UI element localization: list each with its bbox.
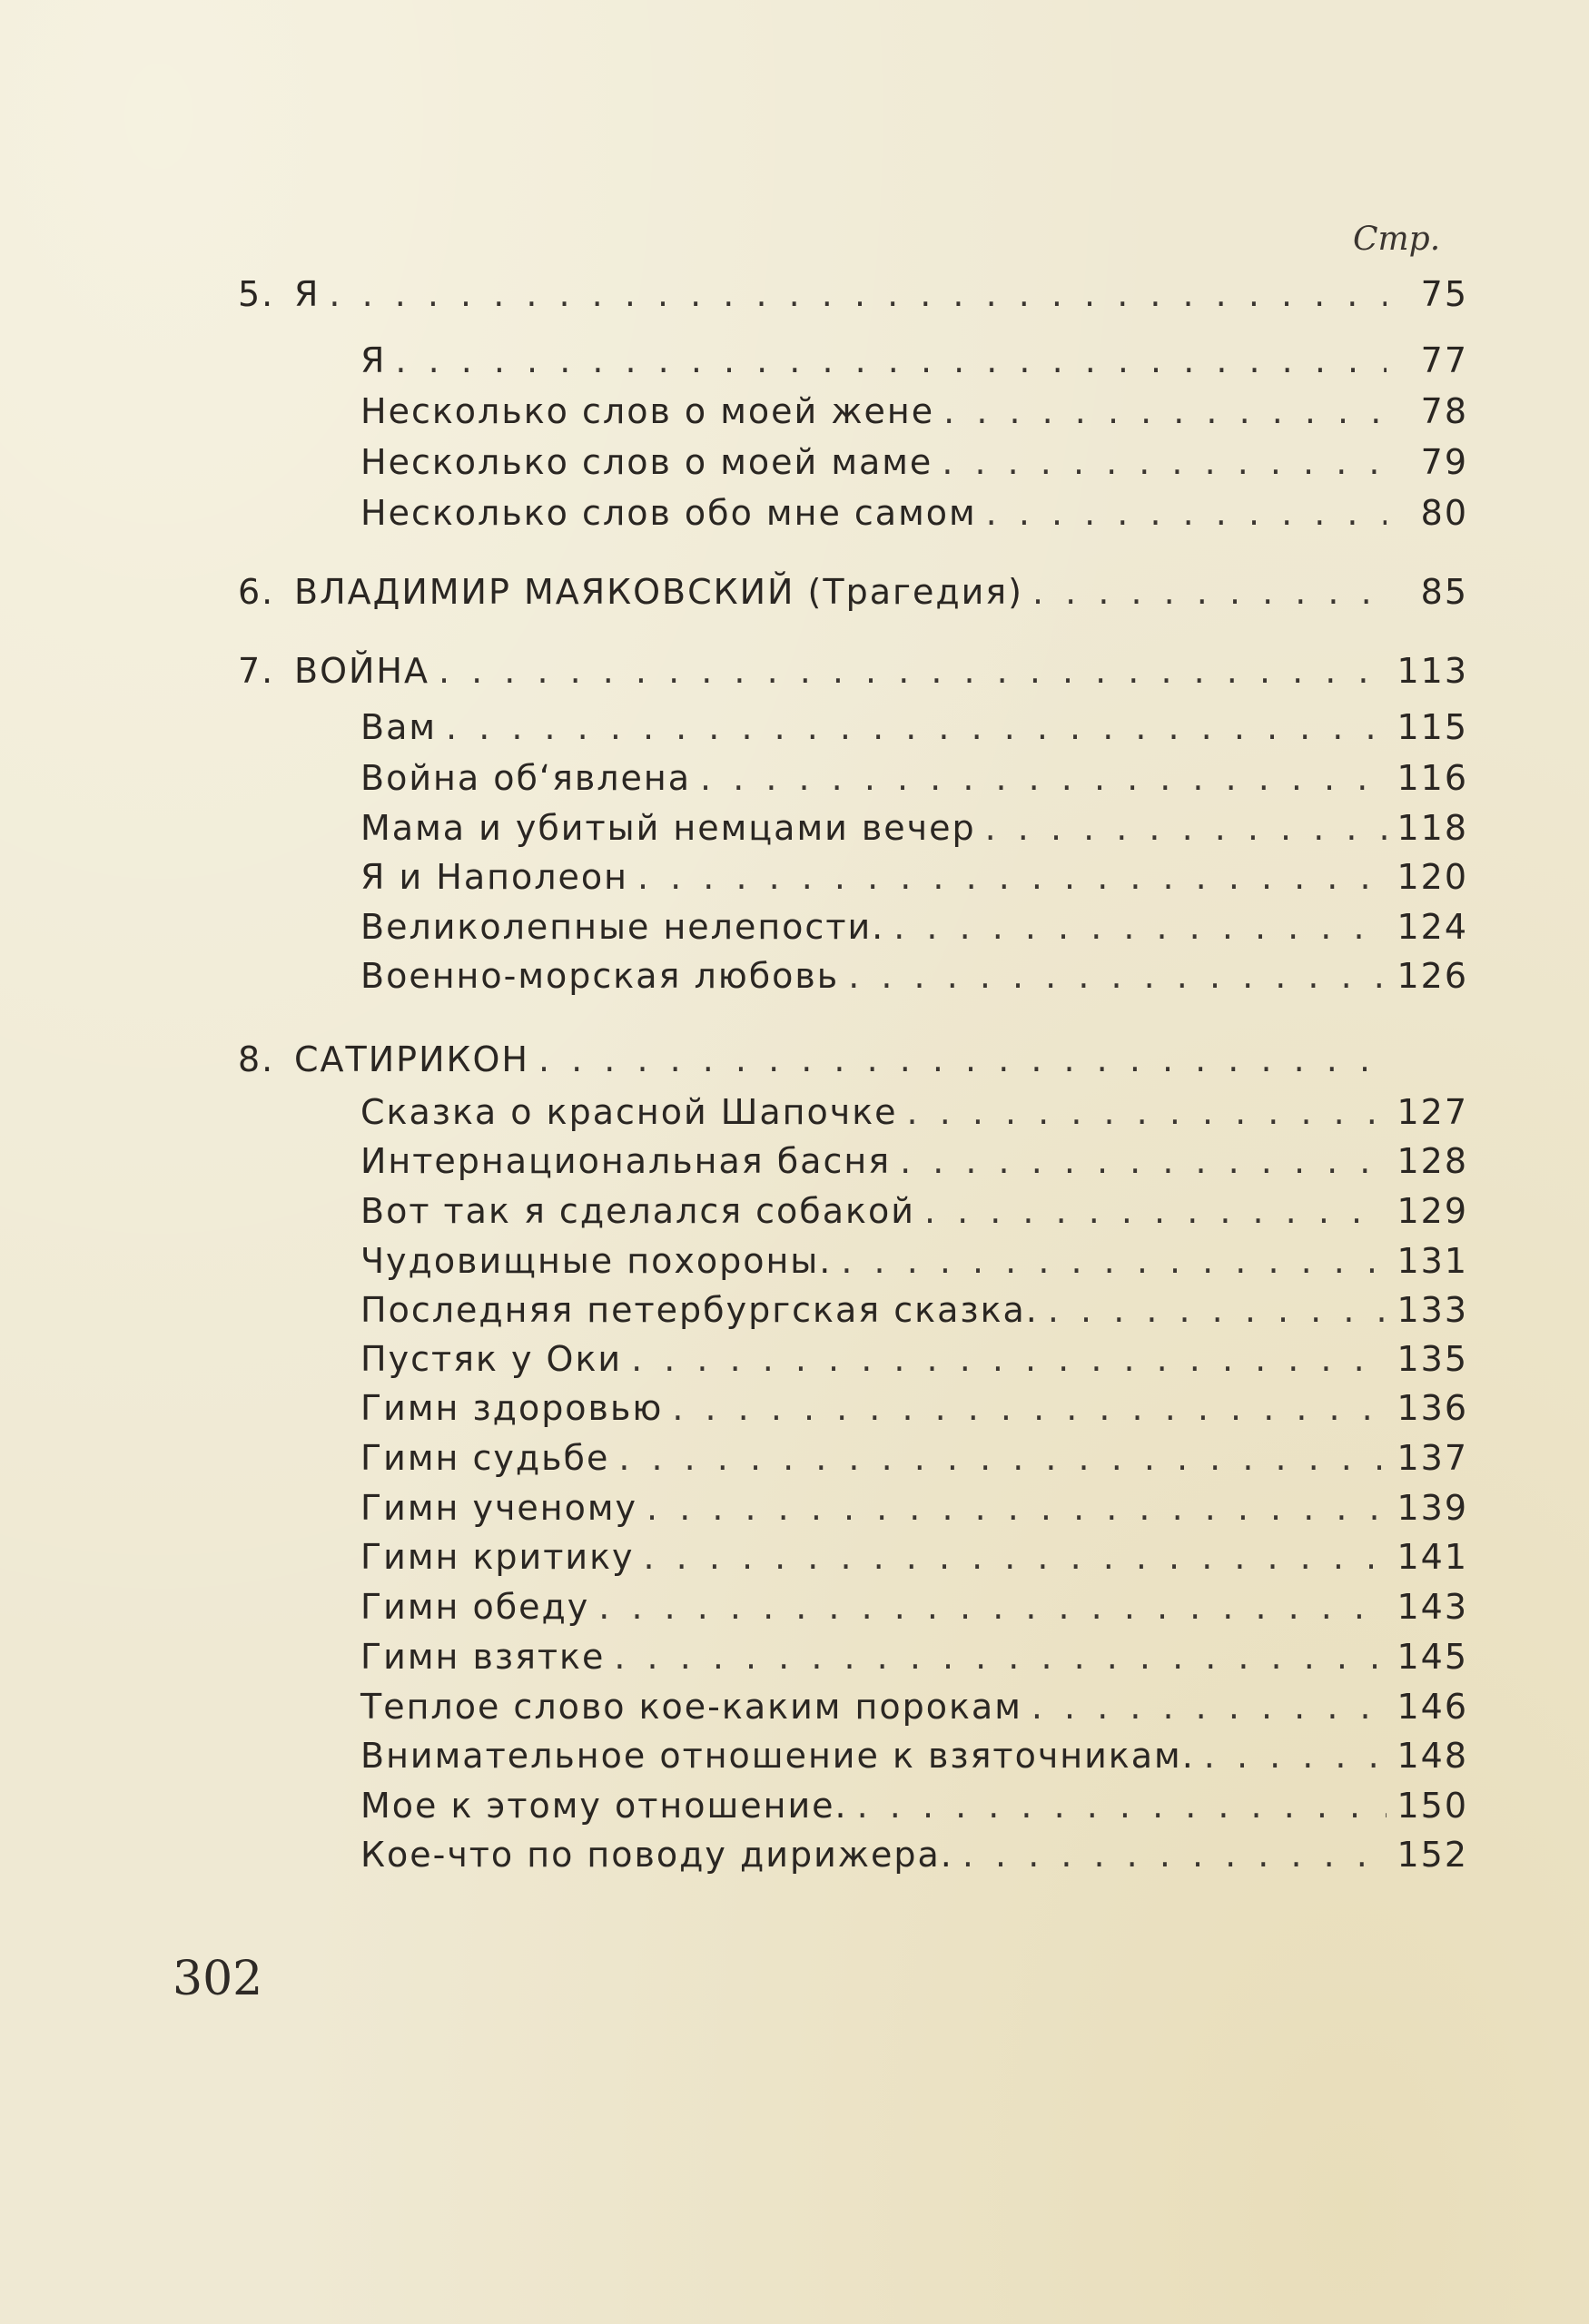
page-number: 85 [1420,572,1468,612]
item-title: Кое-что по поводу дирижера. [360,1835,953,1875]
item-title: Несколько слов о моей жене [360,391,935,431]
page-number: 75 [1420,274,1468,314]
page-number: 80 [1420,493,1468,533]
section-title: ВОЙНА [294,651,429,691]
page-number: 139 [1397,1488,1468,1528]
dot-leader [924,1191,1387,1231]
item-title: Чудовищные похороны. [360,1241,833,1281]
toc-section-7 [238,651,1468,702]
page-number: 137 [1397,1438,1468,1478]
section-number: 8. [238,1039,275,1079]
dot-leader [943,391,1387,431]
dot-leader [598,1587,1387,1627]
toc-item [360,1687,1468,1738]
item-title: Мое к этому отношение. [360,1786,848,1826]
dot-leader [900,1141,1387,1181]
dot-leader [637,857,1387,897]
toc-item [360,1092,1468,1143]
item-title: Я и Наполеон [360,857,628,897]
dot-leader [646,1488,1387,1528]
dot-leader [395,340,1387,380]
page-number: 115 [1397,707,1468,747]
page-number: 126 [1397,956,1468,996]
dot-leader [962,1835,1387,1875]
page-number: 150 [1397,1786,1468,1826]
item-title: Гимн ученому [360,1488,638,1528]
page-number: 113 [1397,651,1468,691]
dot-leader [446,707,1387,747]
dot-leader [1204,1736,1387,1776]
toc-item [360,1835,1468,1886]
toc-item [360,956,1468,1007]
dot-leader [538,1039,1387,1079]
dot-leader [985,808,1387,848]
item-title: Сказка о красной Шапочке [360,1092,898,1132]
toc-item [360,1241,1468,1292]
dot-leader [1032,572,1387,612]
item-title: Несколько слов о моей маме [360,442,933,482]
dot-leader [1031,1687,1387,1727]
dot-leader [631,1339,1387,1379]
item-title: Война об‘явлена [360,758,692,798]
toc-item [360,1438,1468,1489]
toc-item [360,758,1468,809]
item-title: Гимн судьбе [360,1438,610,1478]
toc-section-5 [238,274,1468,325]
toc-item [360,1637,1468,1688]
section-number: 5. [238,274,275,314]
page-number: 133 [1397,1290,1468,1330]
toc-item [360,1141,1468,1192]
dot-leader [700,758,1387,798]
item-title: Мама и убитый немцами вечер [360,808,976,848]
dot-leader [986,493,1387,533]
item-title: Гимн критику [360,1537,635,1577]
item-title: Несколько слов обо мне самом [360,493,977,533]
page-number: 127 [1397,1092,1468,1132]
item-title: Интернациональная басня [360,1141,892,1181]
item-title: Гимн обеду [360,1587,590,1627]
item-title: Гимн взятке [360,1637,606,1677]
section-title: САТИРИКОН [294,1039,529,1079]
toc-item [360,1290,1468,1341]
page-number: 77 [1420,340,1468,380]
toc-item [360,907,1468,958]
dot-leader [841,1241,1387,1281]
dot-leader [439,651,1387,691]
page-number: 146 [1397,1687,1468,1727]
item-title: Я [360,340,387,380]
item-title: Внимательное отношение к взяточникам. [360,1736,1195,1776]
page-number: 148 [1397,1736,1468,1776]
page-number: 78 [1420,391,1468,431]
page-column-label: Стр. [1353,221,1441,258]
dot-leader [893,907,1387,947]
dot-leader [1048,1290,1387,1330]
toc-item [360,1488,1468,1539]
toc-item [360,1587,1468,1638]
item-title: Вот так я сделался собакой [360,1191,915,1231]
item-title: Военно-морская любовь [360,956,840,996]
toc-item [360,493,1468,544]
section-number: 7. [238,651,275,691]
toc-item [360,1388,1468,1439]
toc-item [360,1339,1468,1390]
dot-leader [618,1438,1387,1478]
item-title: Гимн здоровью [360,1388,664,1428]
toc-item [360,442,1468,493]
toc-item [360,1736,1468,1787]
item-title: Теплое слово кое-каким порокам [360,1687,1022,1727]
section-title: Я [294,274,321,314]
item-title: Пустяк у Оки [360,1339,623,1379]
page-number: 124 [1397,907,1468,947]
page-number: 143 [1397,1587,1468,1627]
page-number: 135 [1397,1339,1468,1379]
toc-item [360,808,1468,859]
dot-leader [857,1786,1387,1826]
toc-section-8 [238,1039,1468,1090]
dot-leader [848,956,1387,996]
item-title: Последняя петербургская сказка. [360,1290,1039,1330]
toc-item [360,1537,1468,1588]
toc-item [360,707,1468,758]
dot-leader [672,1388,1387,1428]
toc-item [360,340,1468,391]
page-number: 131 [1397,1241,1468,1281]
toc-section-6 [238,572,1468,623]
dot-leader [644,1537,1387,1577]
toc-item [360,391,1468,442]
page-number: 79 [1420,442,1468,482]
page-number: 129 [1397,1191,1468,1231]
page-number: 120 [1397,857,1468,897]
toc-item [360,1191,1468,1242]
page-number: 118 [1397,808,1468,848]
page-number: 145 [1397,1637,1468,1677]
page-number: 141 [1397,1537,1468,1577]
page-number: 128 [1397,1141,1468,1181]
dot-leader [942,442,1387,482]
toc-item [360,857,1468,908]
dot-leader [329,274,1387,314]
page-number: 116 [1397,758,1468,798]
page-folio-number: 302 [173,1952,263,2006]
section-number: 6. [238,572,275,612]
page-number: 136 [1397,1388,1468,1428]
dot-leader [614,1637,1387,1677]
item-title: Великолепные нелепости. [360,907,885,947]
page-number: 152 [1397,1835,1468,1875]
item-title: Вам [360,707,438,747]
toc-item [360,1786,1468,1837]
dot-leader [907,1092,1387,1132]
section-title: ВЛАДИМИР МАЯКОВСКИЙ (Трагедия) [294,572,1023,612]
